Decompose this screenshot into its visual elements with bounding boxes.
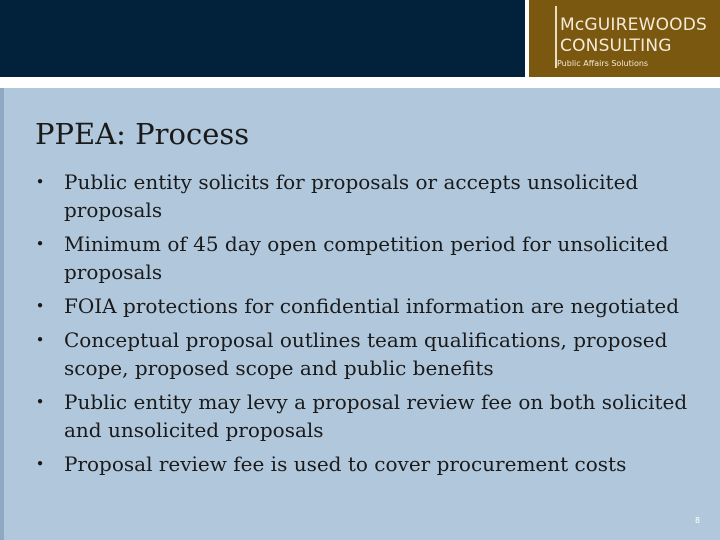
bullet-text: Minimum of 45 day open competition period for unsolicited proposals (64, 232, 669, 284)
bullet-text: FOIA protections for confidential information are negotiated (64, 294, 680, 318)
bullet-text: Public entity may levy a proposal review fee on both solicited and unsolicited proposals (64, 390, 688, 442)
bullet-item (30, 450, 705, 478)
bullet-dot-icon: • (35, 455, 45, 473)
logo-tagline: Public Affairs Solutions (557, 59, 649, 68)
bullet-list (30, 168, 705, 484)
bullet-dot-icon: • (35, 331, 45, 349)
bullet-item (30, 388, 705, 444)
bullet-dot-icon: • (35, 297, 45, 315)
logo-line-1: McGUIREWOODS (560, 15, 708, 35)
bullet-item (30, 292, 705, 320)
logo-line-2: CONSULTING (560, 36, 672, 56)
content-left-edge (0, 88, 4, 540)
bullet-text: Proposal review fee is used to cover procurement costs (64, 452, 627, 476)
slide-title: PPEA: Process (35, 117, 250, 151)
bullet-dot-icon: • (35, 173, 45, 191)
header-band (0, 0, 525, 77)
bullet-item (30, 326, 705, 382)
bullet-item (30, 168, 705, 224)
bullet-text: Public entity solicits for proposals or accepts unsolicited proposals (64, 170, 639, 222)
bullet-dot-icon: • (35, 235, 45, 253)
bullet-text: Conceptual proposal outlines team qualifications, proposed scope, proposed scope and public benefits (64, 328, 668, 380)
bullet-dot-icon: • (35, 393, 45, 411)
bullet-item (30, 230, 705, 286)
page-number: 8 (695, 516, 701, 525)
